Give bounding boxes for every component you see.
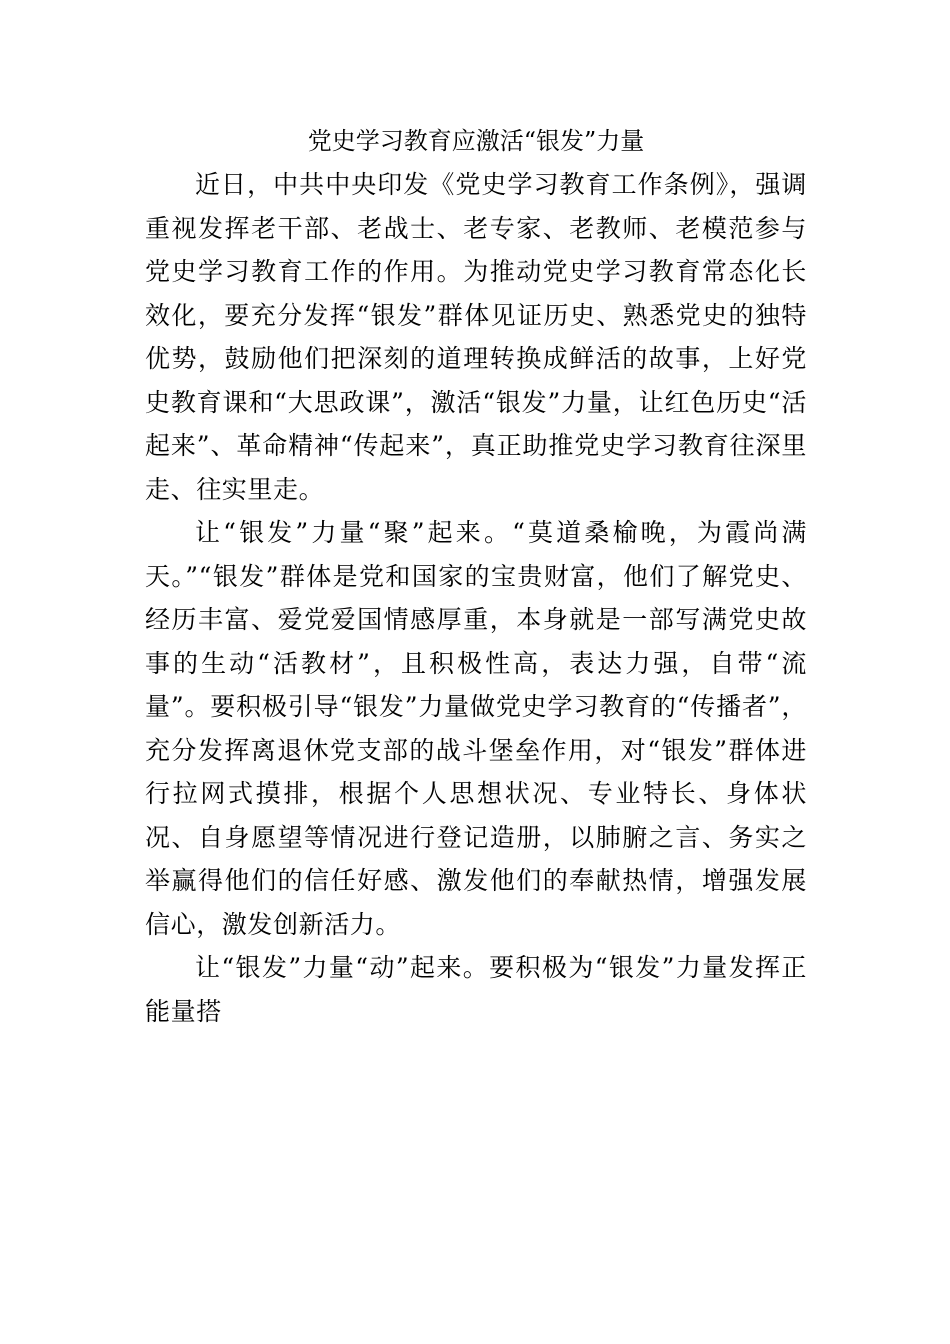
document-body xyxy=(145,120,807,1033)
paragraph-intro: 近日，中共中央印发《党史学习教育工作条例》，强调重视发挥老干部、老战士、老专家、老教师、老模范参与党史学习教育工作的作用。为推动党史学习教育常态化长效化，要充分发挥“银发”群体见证历史、熟悉党史的独特优势，鼓励他们把深刻的道理转换成鲜活的故事，上好党史教育课和“大思政课”，激活“银发”力量，让红色历史“活起来”、革命精神“传起来”，真正助推党史学习教育往深里走、往实里走。 xyxy=(145,170,807,504)
document-title: 党史学习教育应激活“银发”力量 xyxy=(307,127,645,155)
paragraph-move: 让“银发”力量“动”起来。要积极为“银发”力量发挥正能量搭 xyxy=(145,953,807,1026)
paragraph-gather: 让“银发”力量“聚”起来。“莫道桑榆晚，为霞尚满天。”“银发”群体是党和国家的宝贵财富，他们了解党史、经历丰富、爱党爱国情感厚重，本身就是一部写满党史故事的生动“活教材”，且积极性高，表达力强，自带“流量”。要积极引导“银发”力量做党史学习教育的“传播者”，充分发挥离退休党支部的战斗堡垒作用，对“银发”群体进行拉网式摸排，根据个人思想状况、专业特长、身体状况、自身愿望等情况进行登记造册，以肺腑之言、务实之举赢得他们的信任好感、激发他们的奉献热情，增强发展信心，激发创新活力。 xyxy=(145,518,807,939)
